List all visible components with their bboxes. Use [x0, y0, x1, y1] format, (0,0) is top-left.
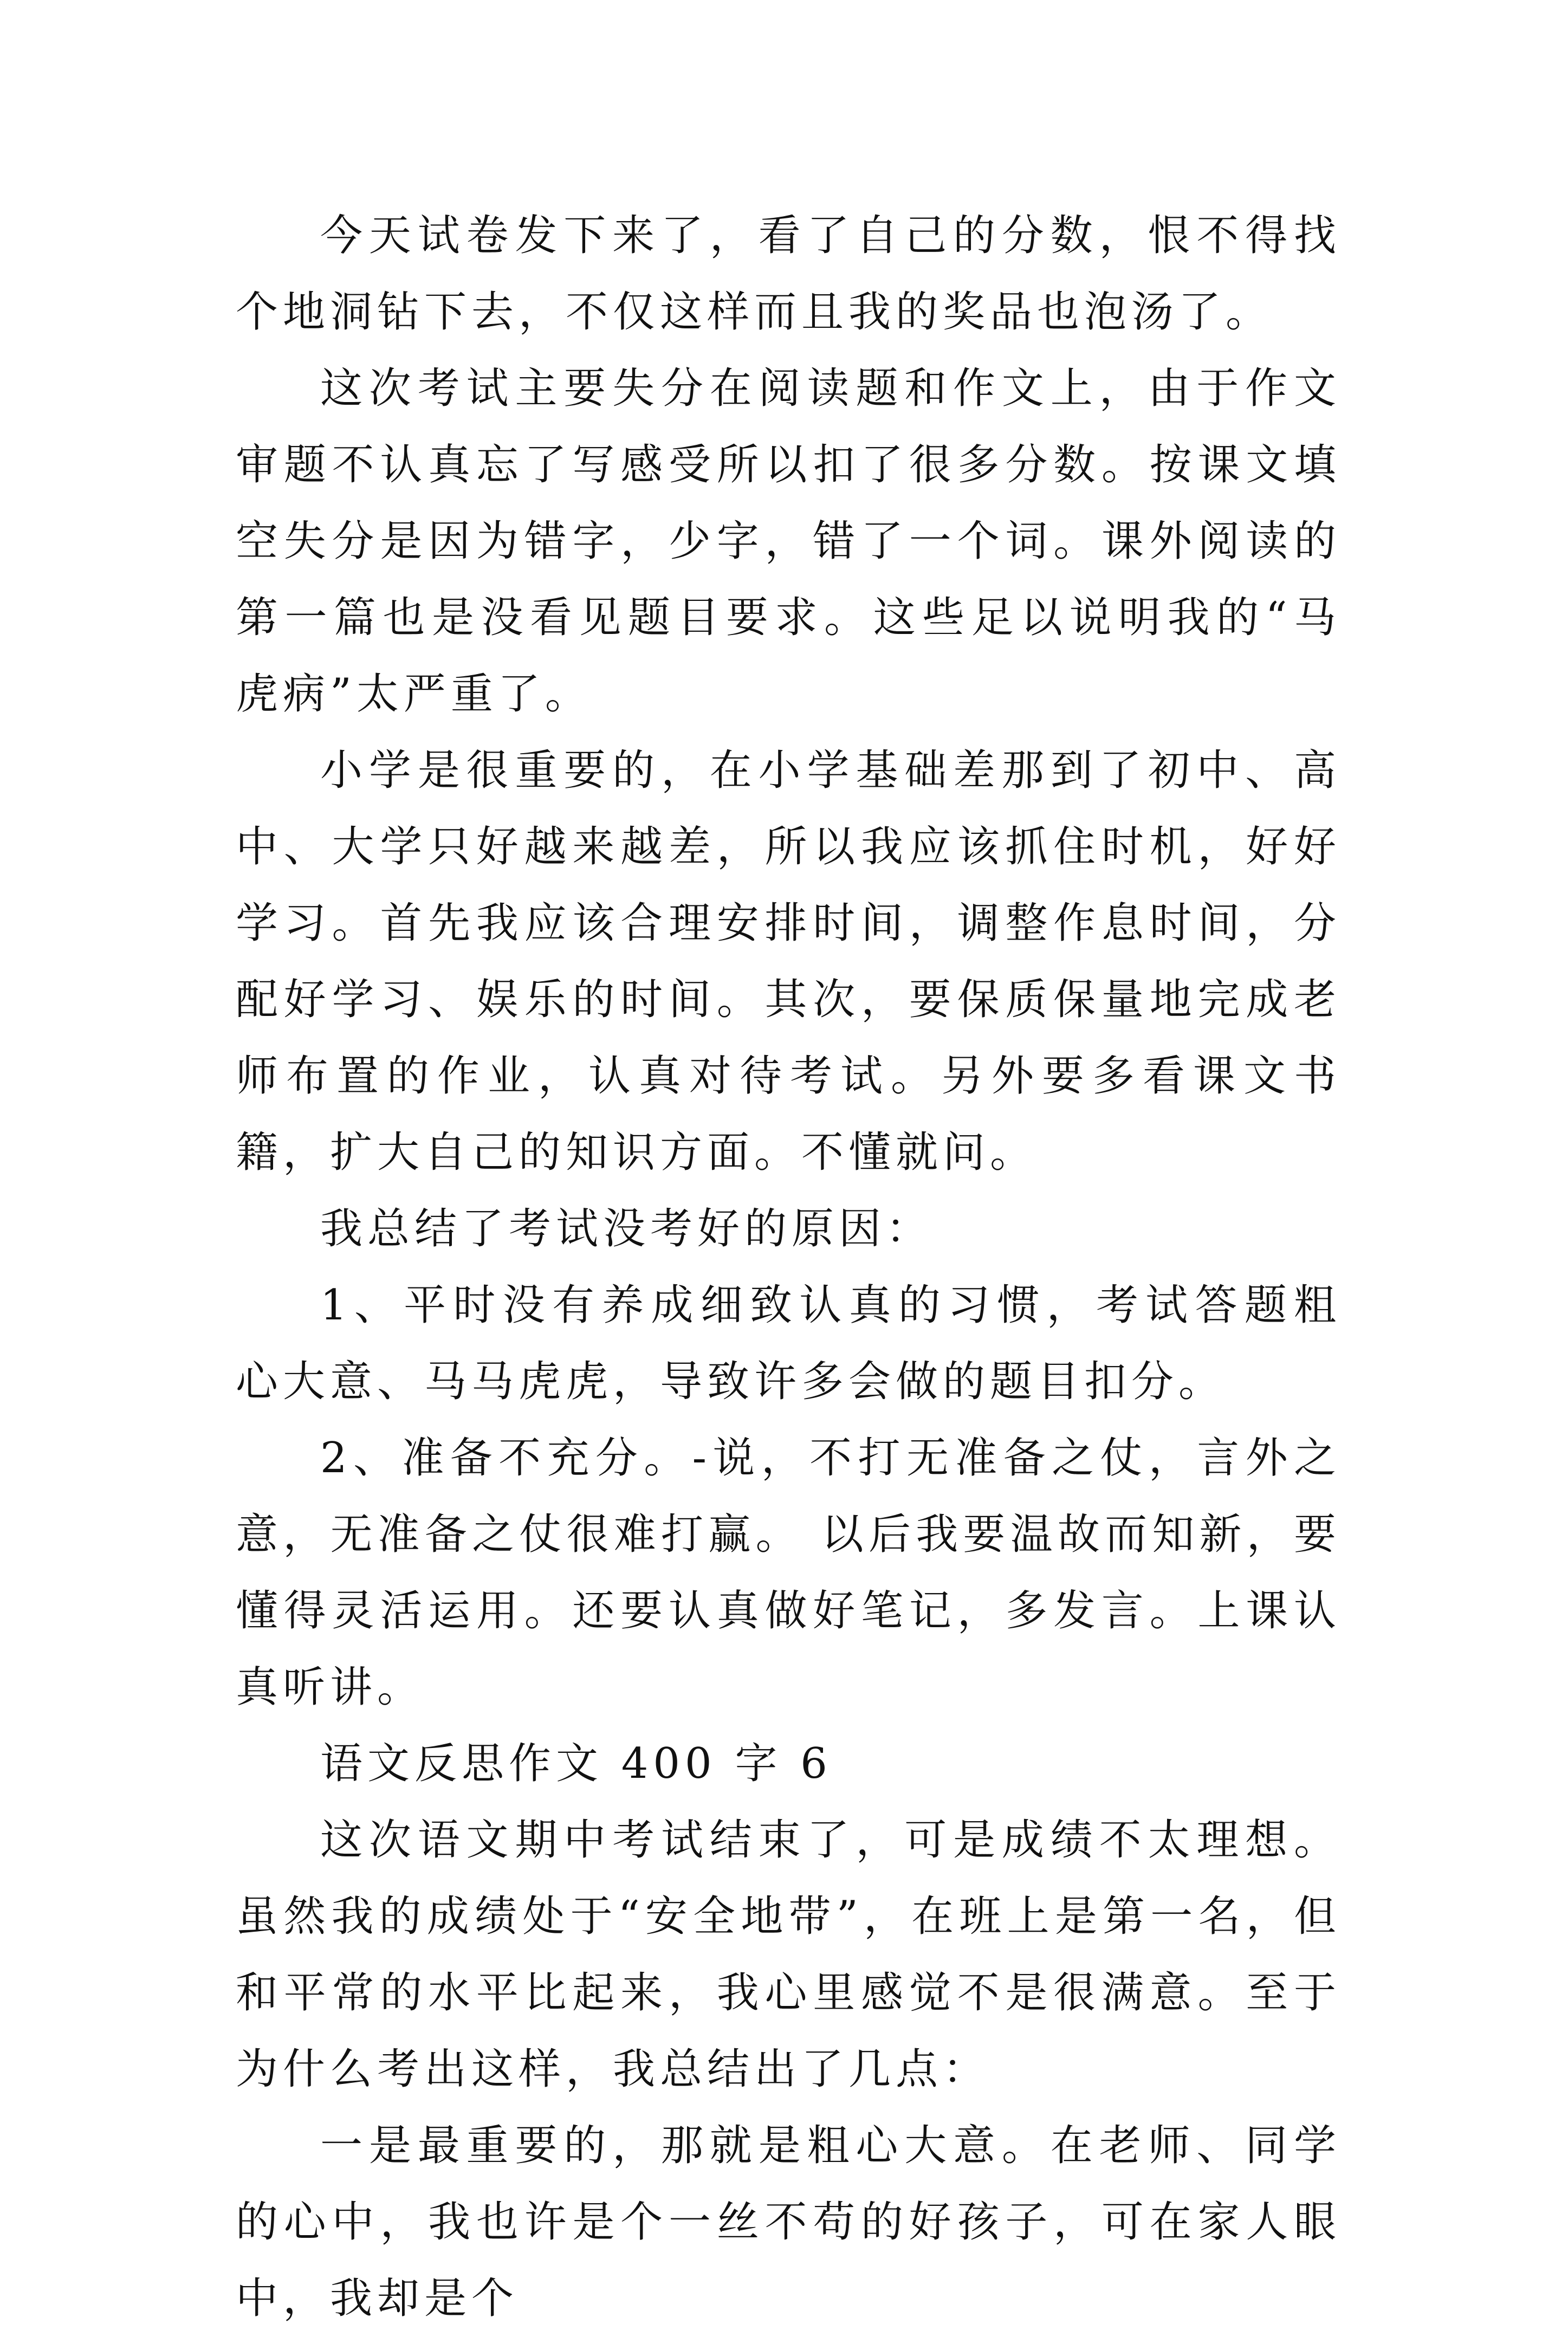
section-paragraph-1: 这次语文期中考试结束了，可是成绩不太理想。虽然我的成绩处于“安全地带”，在班上是第一名，但和平常的水平比起来，我心里感觉不是很满意。至于为什么考出这样，我总结出了几点：: [236, 1816, 1341, 2094]
paragraph-2: 这次考试主要失分在阅读题和作文上，由于作文审题不认真忘了写感受所以扣了很多分数。按课文填空失分是因为错字，少字，错了一个词。课外阅读的第一篇也是没看见题目要求。这些足以说明我的“马虎病”太严重了。: [236, 364, 1341, 718]
document-body: [236, 198, 1341, 2337]
paragraph-5: 1、平时没有养成细致认真的习惯，考试答题粗心大意、马马虎虎，导致许多会做的题目扣分。: [236, 1281, 1341, 1406]
paragraph-4: 我总结了考试没考好的原因：: [320, 1205, 934, 1253]
section-title: 语文反思作文 400 字 6: [320, 1739, 832, 1788]
paragraph-3: 小学是很重要的，在小学基础差那到了初中、高中、大学只好越来越差，所以我应该抓住时机，好好学习。首先我应该合理安排时间，调整作息时间，分配好学习、娱乐的时间。其次，要保质保量地完成老师布置的作业，认真对待考试。另外要多看课文书籍，扩大自己的知识方面。不懂就问。: [236, 746, 1341, 1177]
section-paragraph-2: 一是最重要的，那就是粗心大意。在老师、同学的心中，我也许是个一丝不苟的好孩子，可在家人眼中，我却是个: [236, 2121, 1341, 2323]
paragraph-6: 2、准备不充分。-说，不打无准备之仗，言外之意，无准备之仗很难打赢。 以后我要温故而知新，要懂得灵活运用。还要认真做好笔记，多发言。上课认真听讲。: [236, 1434, 1341, 1712]
paragraph-1: 今天试卷发下来了，看了自己的分数，恨不得找个地洞钻下去，不仅这样而且我的奖品也泡汤了。: [236, 211, 1341, 336]
